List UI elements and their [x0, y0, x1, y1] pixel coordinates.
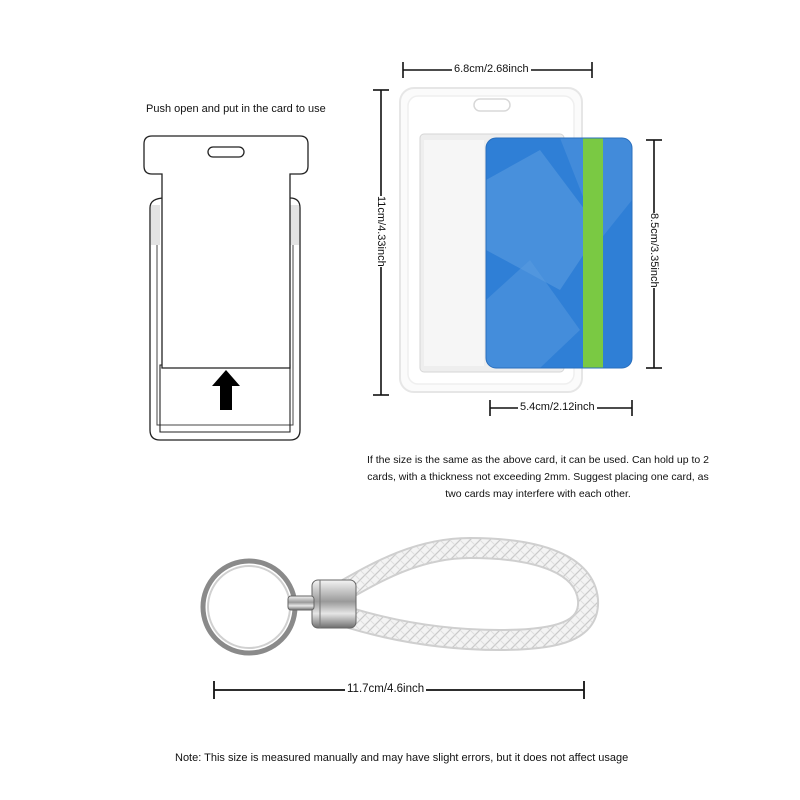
- push-open-instruction: Push open and put in the card to use: [146, 103, 326, 115]
- split-ring-inner: [208, 566, 290, 648]
- keychain-length-label: 11.7cm/4.6inch: [347, 683, 425, 695]
- metal-connector: [312, 580, 356, 628]
- split-ring-outer: [203, 561, 295, 653]
- holder-height-label: 11cm/4.33inch: [375, 196, 387, 267]
- card-height-label: 8.5cm/3.35inch: [648, 213, 660, 288]
- connector-pin: [288, 596, 314, 610]
- usage-note: If the size is the same as the above card, it can be used. Can hold up to 2 cards, with a thickness not exceeding 2mm. Suggest placing one card, as two cards may interfere with each other.: [366, 454, 710, 500]
- card-width-label: 5.4cm/2.12inch: [520, 401, 595, 413]
- footer-note: Note: This size is measured manually and may have slight errors, but it does not affect usage: [175, 752, 629, 764]
- holder-width-label: 6.8cm/2.68inch: [454, 63, 529, 75]
